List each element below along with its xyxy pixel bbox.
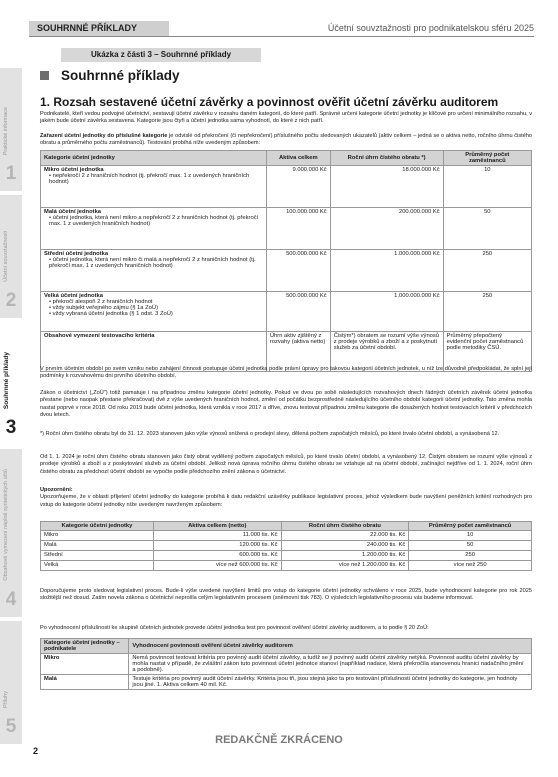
side-tab-2[interactable] [0, 195, 22, 320]
table-row [41, 166, 532, 208]
side-tab-label: Praktické informace [3, 106, 9, 155]
category-condition: • vždy subjekt veřejného zájmu (§ 1a ZoÚ) [49, 305, 158, 311]
table-cell: 10 [409, 531, 532, 541]
paragraph-audit-test: Po vyhodnocení příslušnosti ke skupině účetních jednotek provede účetní jednotka test pro povinnost ověření účetní závěrky auditorem, a to podle § 20 ZoÚ: [40, 625, 429, 631]
paragraph-category-change: Zákon o účetnictví („ZoÚ") totiž pamatuje i na případnou změnu kategorie účetní jednotky. Pokud ve dvou po sobě následujících rozvahových dnech řádných účetních závěrek účetní jednotka přestane (nebo naopak přestane překračovat) dvě z výše uvedených hraničních hodnot, změní od počátku bezprostředně následujícího účetního období kategorii účetní jednotky. Tato změna mohla nastat poprvé v roce 2018. Od roku 2019 bude účetní jednotka, která vznikla v roce 2017 a dříve, znovu testovat případnou změnu kategorie dle dosažených hodnot testovacích kritérií v předchozích dvou letech. [40, 390, 532, 419]
employees-cell: 50 [443, 208, 531, 250]
paragraph-turnover-2024: Od 1. 1. 2024 je roční úhrn čistého obratu stanoven jako čistý obrat vydělený počtem započatých měsíců, po které trvalo účetní období, a vynásobený 12. Čistým obratem se rozumí výše výnosů z prodeje výrobků a zboží a z poskytování služeb za účetní období. Jelikož nová úprava ročního úhrnu čistého obratu se vztahuje až na účetní období, začínající nejdříve od 1. 1. 2024, roční úhrn čistého obratu za předchozí účetní období se vypočte podle předchozího znění zákona o účetnictví. [40, 454, 532, 475]
table-cell: Malá [41, 675, 129, 690]
table-cell: Testuje kritéria pro povinný audit účetní závěrky. Kritéria jsou tři, jsou stejná jako ta pro testování příslušnosti účetní jednotky do kategorie, jen hodnoty jsou jiné. 1. Aktiva celkem 40 mil. Kč. [129, 675, 532, 690]
turnover-cell: Čistým*) obratem se rozumí výše výnosů z prodeje výrobků a zboží a z poskytnutí služeb za účetní období. [330, 332, 443, 372]
category-name: Malá účetní jednotka [44, 209, 102, 215]
turnover-cell: 1.000.000.000 Kč [330, 250, 443, 292]
audit-table [40, 638, 532, 690]
square-bullet-icon [40, 71, 49, 80]
table-row [41, 531, 532, 541]
table-row [41, 561, 532, 571]
side-tab-label: Přílohy [3, 690, 9, 708]
table-cell: 250 [409, 551, 532, 561]
table-cell: Malá [41, 541, 154, 551]
table-header-cell: Kategorie účetní jednotky – podnikatele [41, 639, 129, 654]
table-cell: 11.000 tis. Kč [153, 531, 281, 541]
table-cell: 240.000 tis. Kč [281, 541, 409, 551]
table-cell: více než 1.200.000 tis. Kč [281, 561, 409, 571]
table-row [41, 654, 532, 675]
table-row [41, 208, 532, 250]
chapter-heading: 1. Rozsah sestavené účetní závěrky a povinnost ověřit účetní závěrku auditorem [40, 95, 499, 109]
category-name: Mikro účetní jednotka [44, 167, 104, 173]
table-header-cell: Průměrný počet zaměstnanců [443, 151, 531, 166]
category-table [40, 150, 532, 372]
table-cell: více než 250 [409, 561, 532, 571]
table-row [41, 675, 532, 690]
side-tab-3[interactable] [0, 322, 22, 447]
intro-paragraph-2 [40, 133, 532, 148]
table-header-row [41, 151, 532, 166]
turnover-cell: 200.000.000 Kč [330, 208, 443, 250]
category-name: Obsahové vymezení testovacího kritéria [44, 333, 155, 339]
category-condition: • nepřekročí 2 z hraničních hodnot (tj. překročí max. 1 z uvedených hraničních hodnot) [49, 173, 250, 185]
assets-cell: 100.000.000 Kč [266, 208, 330, 250]
table-row [41, 250, 532, 292]
table-header-row [41, 522, 532, 531]
section-title-text: Souhrnné příklady [61, 68, 180, 83]
notice-text: Upozorňujeme, že v oblasti příjetení účetní jednotky do kategorie probíhá k datu redakční uzávěrky publikace legislativní proces, jehož výsledkem bude navýšení peněžních kritérií rozhodných pro vstup do kategorie účetní jednotky níže uvedeným navrženým způsobem: [40, 494, 532, 508]
employees-cell: Průměrný přepočtený evidenční počet zaměstnanců podle metodiky ČSÚ. [443, 332, 531, 372]
table-cell: Mikro [41, 654, 129, 675]
assets-cell: 9.000.000 Kč [266, 166, 330, 208]
side-tab-number: 3 [5, 417, 17, 438]
paragraph-footnote: *) Roční úhrn čistého obratu byl do 31. 12. 2023 stanoven jako výše výnosů snížená o prodejní slevy, dělená počtem započatých měsíců, po které trvalo účetní období, a vynásobená 12. [40, 431, 500, 437]
side-tab-4[interactable] [0, 449, 22, 619]
section-label: SOUHRNNÉ PŘÍKLADY [29, 21, 169, 36]
side-tab-label: Obsahové vymezení náplně syntetických účtů [3, 469, 9, 581]
category-name: Velká účetní jednotka [44, 293, 103, 299]
book-title: Účetní souvztažnosti pro podnikatelskou sféru 2025 [327, 23, 534, 33]
side-tab-number: 1 [5, 163, 17, 184]
table-row [41, 292, 532, 332]
side-tab-1[interactable] [0, 68, 22, 193]
assets-cell: 500.000.000 Kč [266, 250, 330, 292]
table-cell: Mikro [41, 531, 154, 541]
abridged-notice: REDAKČNĚ ZKRÁCENO [215, 734, 343, 746]
category-condition: • účetní jednotka, která není mikro a nepřekročí 2 z hraničních hodnot (tj. překročí max. 1 z uvedených hraničních hodnot) [49, 215, 259, 227]
table-cell: Střední [41, 551, 154, 561]
category-condition: • překročí alespoň 2 z hraničních hodnot [49, 299, 153, 305]
paragraph-legislation: Doporučujeme proto sledovat legislativní proces. Bude-li výše uvedené navýšení limitů pro vstup do kategorie účetní jednotky schváleno v roce 2025, bude vyhodnocení kategorie pro rok 2025 složitější než dosud. Zatím novela zákona o účetnictví neprošla celým legislativním procesem (sněmovní tisk 783). O výsledcích legislativního procesu vás budeme informovat. [40, 588, 532, 602]
table-cell: 600.000 tis. Kč [153, 551, 281, 561]
table-cell: 1.200.000 tis. Kč [281, 551, 409, 561]
turnover-cell: 1.000.000.000 Kč [330, 292, 443, 332]
excerpt-banner: Ukázka z části 3 – Souhrnné příklady [61, 48, 261, 62]
table-header-cell: Vyhodnocení povinnosti ověření účetní závěrky auditorem [129, 639, 532, 654]
side-tab-label: Účetní souvztažnosti [3, 231, 9, 282]
table-header-cell: Aktiva celkem [266, 151, 330, 166]
assets-cell: Úhrn aktiv zjištěný z rozvahy (aktiva netto) [266, 332, 330, 372]
category-condition: • vždy vybraná účetní jednotka (§ 1 odst. 3 ZoÚ) [49, 311, 173, 317]
table-cell: Nemá povinnost testovat kritéria pro povinný audit účetní závěrky, a tudíž se jí povinný audit účetní závěrky netýká. Povinnost auditu účetní závěrky by mohla nastat v případě, že zvláštní zákon tuto povinnost účetní jednotce stanoví (například nadace, která překročila stanovenou hranici nadačního jmění a podobně). [129, 654, 532, 675]
category-condition: • účetní jednotka, která není mikro či malá a nepřekročí 2 z hraničních hodnot (tj. překročí max. 1 z uvedených hraničních hodnot) [49, 257, 256, 269]
table-row [41, 551, 532, 561]
page-header [29, 21, 534, 36]
table-cell: Velká [41, 561, 154, 571]
intro-bold: Zařazení účetní jednotky do příslušné kategorie [40, 133, 168, 139]
table-cell: více než 600.000 tis. Kč [153, 561, 281, 571]
table-row [41, 541, 532, 551]
notice-label: Upozornění: [40, 487, 73, 493]
assets-cell: 500.000.000 Kč [266, 292, 330, 332]
header-divider [29, 36, 534, 37]
side-tab-5[interactable] [0, 621, 22, 746]
employees-cell: 10 [443, 166, 531, 208]
side-index [0, 68, 22, 748]
intro-paragraph-1: Podnikatelé, kteří vedou podvojné účetnictví, sestavují účetní závěrku v rozsahu daném kategorií, do které patří. Správné určení kategorie účetní jednotky je klíčové pro určení minimálního rozsahu, v jakém bude účetní závěrka sestavena. Kategorie jsou čtyři a účetní jednotka sama vyhodnotí, do které z nich patří. [40, 111, 532, 125]
proposed-limits-table [40, 521, 532, 571]
side-tab-number: 5 [5, 716, 17, 737]
turnover-cell: 18.000.000 Kč [330, 166, 443, 208]
table-header-cell: Roční úhrn čistého obratu [281, 522, 409, 531]
paragraph-first-period: V prvním účetním období po svém vzniku nebo zahájení činnosti postupuje účetní jednotka podle právní úpravy pro takovou kategorii účetních jednotek, u níž lze důvodně předpokládat, že splní její podmínky k rozvahovému dni prvního účetního období. [40, 366, 532, 380]
side-tab-number: 2 [5, 290, 17, 311]
notice-block [40, 487, 532, 509]
side-tab-number: 4 [5, 589, 17, 610]
intro-text: je odvislé od překročení (či nepřekročení) příslušného počtu sledovaných ukazatelů (aktiv celkem – jedná se o aktiva netto, ročního úhrnu čistého obratu a průměrného počtu zaměstnanců). Testování probíhá níže uvedeným způsobem: [40, 133, 533, 147]
table-header-cell: Kategorie účetní jednotky [41, 522, 154, 531]
employees-cell: 250 [443, 250, 531, 292]
employees-cell: 250 [443, 292, 531, 332]
table-header-cell: Roční úhrn čistého obratu *) [330, 151, 443, 166]
page-number: 2 [33, 746, 39, 756]
category-name: Střední účetní jednotka [44, 251, 109, 257]
table-header-cell: Aktiva celkem (netto) [153, 522, 281, 531]
side-tab-label: Souhrnné příklady [3, 351, 10, 409]
table-cell: 50 [409, 541, 532, 551]
section-title [40, 68, 180, 83]
table-header-cell: Průměrný počet zaměstnanců [409, 522, 532, 531]
table-header-cell: Kategorie účetní jednotky [41, 151, 267, 166]
table-header-row [41, 639, 532, 654]
table-cell: 120.000 tis. Kč [153, 541, 281, 551]
table-cell: 22.000 tis. Kč [281, 531, 409, 541]
